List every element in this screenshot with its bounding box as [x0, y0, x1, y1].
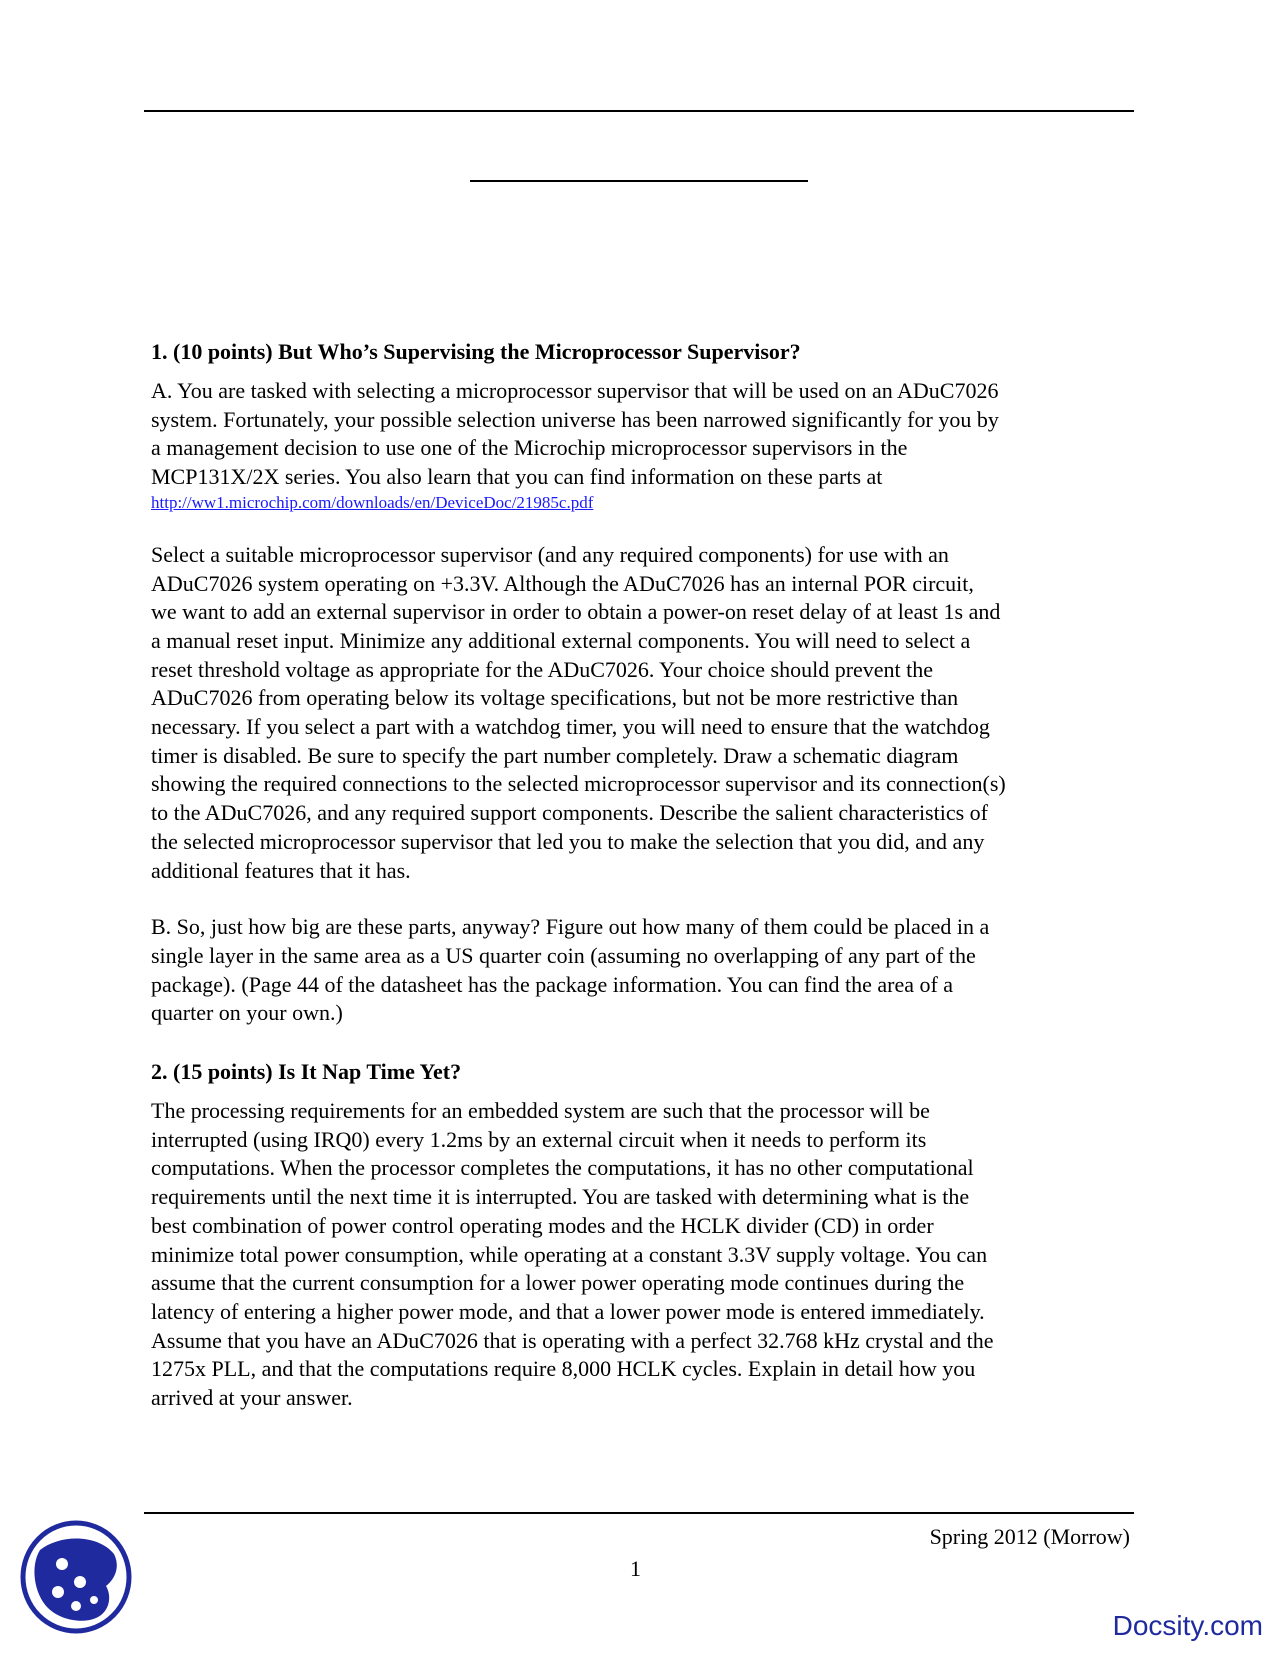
- text-line: reset threshold voltage as appropriate for the ADuC7026. Your choice should prevent the: [151, 656, 934, 682]
- datasheet-link[interactable]: http://ww1.microchip.com/downloads/en/DeviceDoc/21985c.pdf: [151, 492, 594, 512]
- text-line: we want to add an external supervisor in order to obtain a power-on reset delay of at least 1s and: [151, 599, 1001, 625]
- text-line: requirements until the next time it is interrupted. You are tasked with determining what is the: [151, 1184, 970, 1210]
- text-line: package). (Page 44 of the datasheet has the package information. You can find the area of a: [151, 971, 954, 997]
- footer-term: Spring 2012 (Morrow): [929, 1524, 1130, 1549]
- header-rule: [144, 110, 1134, 112]
- text-line: timer is disabled. Be sure to specify the part number completely. Draw a schematic diagram: [151, 742, 959, 768]
- footer-rule: [144, 1512, 1134, 1514]
- paragraph-gap: [151, 1028, 1137, 1058]
- text-line: ADuC7026 system operating on +3.3V. Although the ADuC7026 has an internal POR circuit,: [151, 570, 974, 596]
- text-line: latency of entering a higher power mode, and that a lower power mode is entered immediately.: [151, 1298, 985, 1324]
- text-line: A. You are tasked with selecting a microprocessor supervisor that will be used on an ADuC7026: [151, 378, 999, 403]
- text-line: best combination of power control operating modes and the HCLK divider (CD) in order: [151, 1212, 934, 1238]
- docsity-brand-text[interactable]: Docsity.com: [1112, 1610, 1263, 1641]
- text-line: system. Fortunately, your possible selection universe has been narrowed significantly for you by: [151, 406, 999, 432]
- text-line: to the ADuC7026, and any required support components. Describe the salient characteristics of: [151, 800, 988, 826]
- text-line: interrupted (using IRQ0) every 1.2ms by an external circuit when it needs to perform its: [151, 1126, 927, 1152]
- text-line: computations. When the processor completes the computations, it has no other computational: [151, 1155, 974, 1181]
- text-line: additional features that it has.: [151, 857, 411, 883]
- text-line: single layer in the same area as a US quarter coin (assuming no overlapping of any part of the: [151, 942, 976, 968]
- text-line: quarter on your own.): [151, 1000, 343, 1026]
- text-line: showing the required connections to the selected microprocessor supervisor and its connection(s): [151, 771, 1006, 797]
- text-line: 1275x PLL, and that the computations require 8,000 HCLK cycles. Explain in detail how you: [151, 1356, 976, 1382]
- text-line: Assume that you have an ADuC7026 that is operating with a perfect 32.768 kHz crystal and the: [151, 1327, 994, 1353]
- question-2-heading: 2. (15 points) Is It Nap Time Yet?: [151, 1059, 462, 1085]
- paragraph-gap: [151, 514, 1137, 541]
- question-2-body: [151, 1097, 1137, 1413]
- name-blank-line: [470, 180, 808, 182]
- text-line: minimize total power consumption, while operating at a constant 3.3V supply voltage. You can: [151, 1241, 988, 1267]
- question-1-selection-instructions: [151, 541, 1137, 885]
- question-1-part-a: [151, 377, 1137, 492]
- text-line: a management decision to use one of the Microchip microprocessor supervisors in the: [151, 435, 908, 461]
- text-line: assume that the current consumption for a lower power operating mode continues during the: [151, 1270, 965, 1296]
- text-line: necessary. If you select a part with a watchdog timer, you will need to ensure that the watchdog: [151, 714, 990, 740]
- text-line: ADuC7026 from operating below its voltage specifications, but not be more restrictive than: [151, 685, 959, 711]
- document-body: [151, 338, 1137, 1413]
- text-line: arrived at your answer.: [151, 1385, 353, 1411]
- text-line: a manual reset input. Minimize any additional external components. You will need to select a: [151, 627, 971, 653]
- text-line: The processing requirements for an embedded system are such that the processor will be: [151, 1098, 930, 1124]
- question-1-part-b: [151, 913, 1137, 1028]
- question-1-heading: 1. (10 points) But Who’s Supervising the Microprocessor Supervisor?: [151, 339, 801, 364]
- paragraph-gap: [151, 885, 1137, 913]
- docsity-logo-icon[interactable]: [20, 1520, 132, 1634]
- text-line: B. So, just how big are these parts, anyway? Figure out how many of them could be placed in a: [151, 914, 990, 940]
- text-line: Select a suitable microprocessor supervisor (and any required components) for use with an: [151, 541, 949, 567]
- text-line: MCP131X/2X series. You also learn that you can find information on these parts at: [151, 464, 883, 490]
- text-line: the selected microprocessor supervisor that led you to make the selection that you did, and any: [151, 828, 985, 854]
- page-number: 1: [630, 1556, 641, 1581]
